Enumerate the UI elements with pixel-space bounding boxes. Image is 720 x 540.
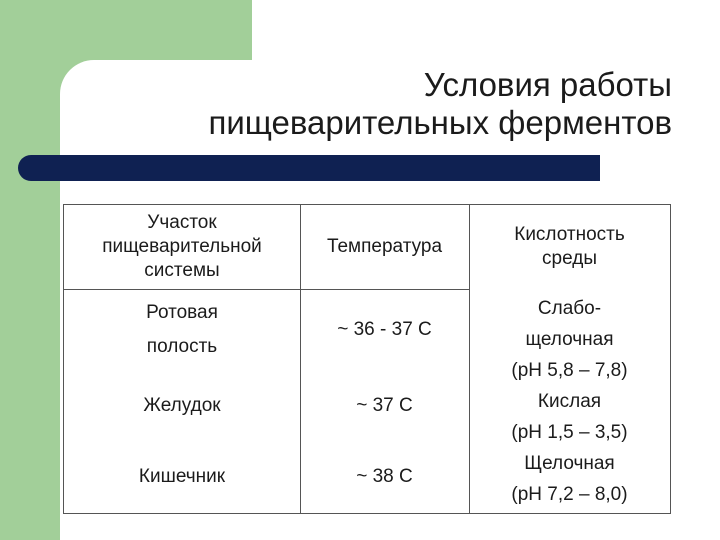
table-row-temperature: ~ 38 С [356,466,413,487]
table-row-temperature: ~ 36 - 37 С [337,319,432,340]
header-section-line: пищеварительной [102,236,262,257]
acidity-values [469,289,670,513]
header-section-line: Участок [147,212,217,233]
header-section-line: системы [144,260,220,281]
table-row-section: Кишечник [138,466,226,487]
header-section [64,205,300,289]
header-acidity-line: среды [542,248,597,269]
slide-title [72,66,672,142]
acidity-line: щелочная [525,328,614,350]
section-line: полость [146,336,218,357]
acidity-line: Слабо- [537,297,602,319]
slide-title-line-1: Условия работы [423,66,672,103]
table-row-section: Желудок [143,395,221,416]
enzyme-conditions-table [63,204,671,514]
acidity-line: (pH 7,2 – 8,0) [511,483,628,505]
header-acidity [469,205,670,289]
header-acidity-line: Кислотность [514,224,625,245]
acidity-line: Кислая [537,390,602,412]
acidity-line: (pH 1,5 – 3,5) [511,421,628,443]
table-row-section [64,289,300,371]
slide-title-line-2: пищеварительных ферментов [208,104,672,141]
acidity-line: (pH 5,8 – 7,8) [511,359,628,381]
section-line: Ротовая [146,302,218,323]
header-temperature: Температура [326,236,443,257]
table-row-temperature: ~ 37 С [356,395,413,416]
acidity-line: Щелочная [524,452,615,474]
title-divider-bar [18,155,600,181]
